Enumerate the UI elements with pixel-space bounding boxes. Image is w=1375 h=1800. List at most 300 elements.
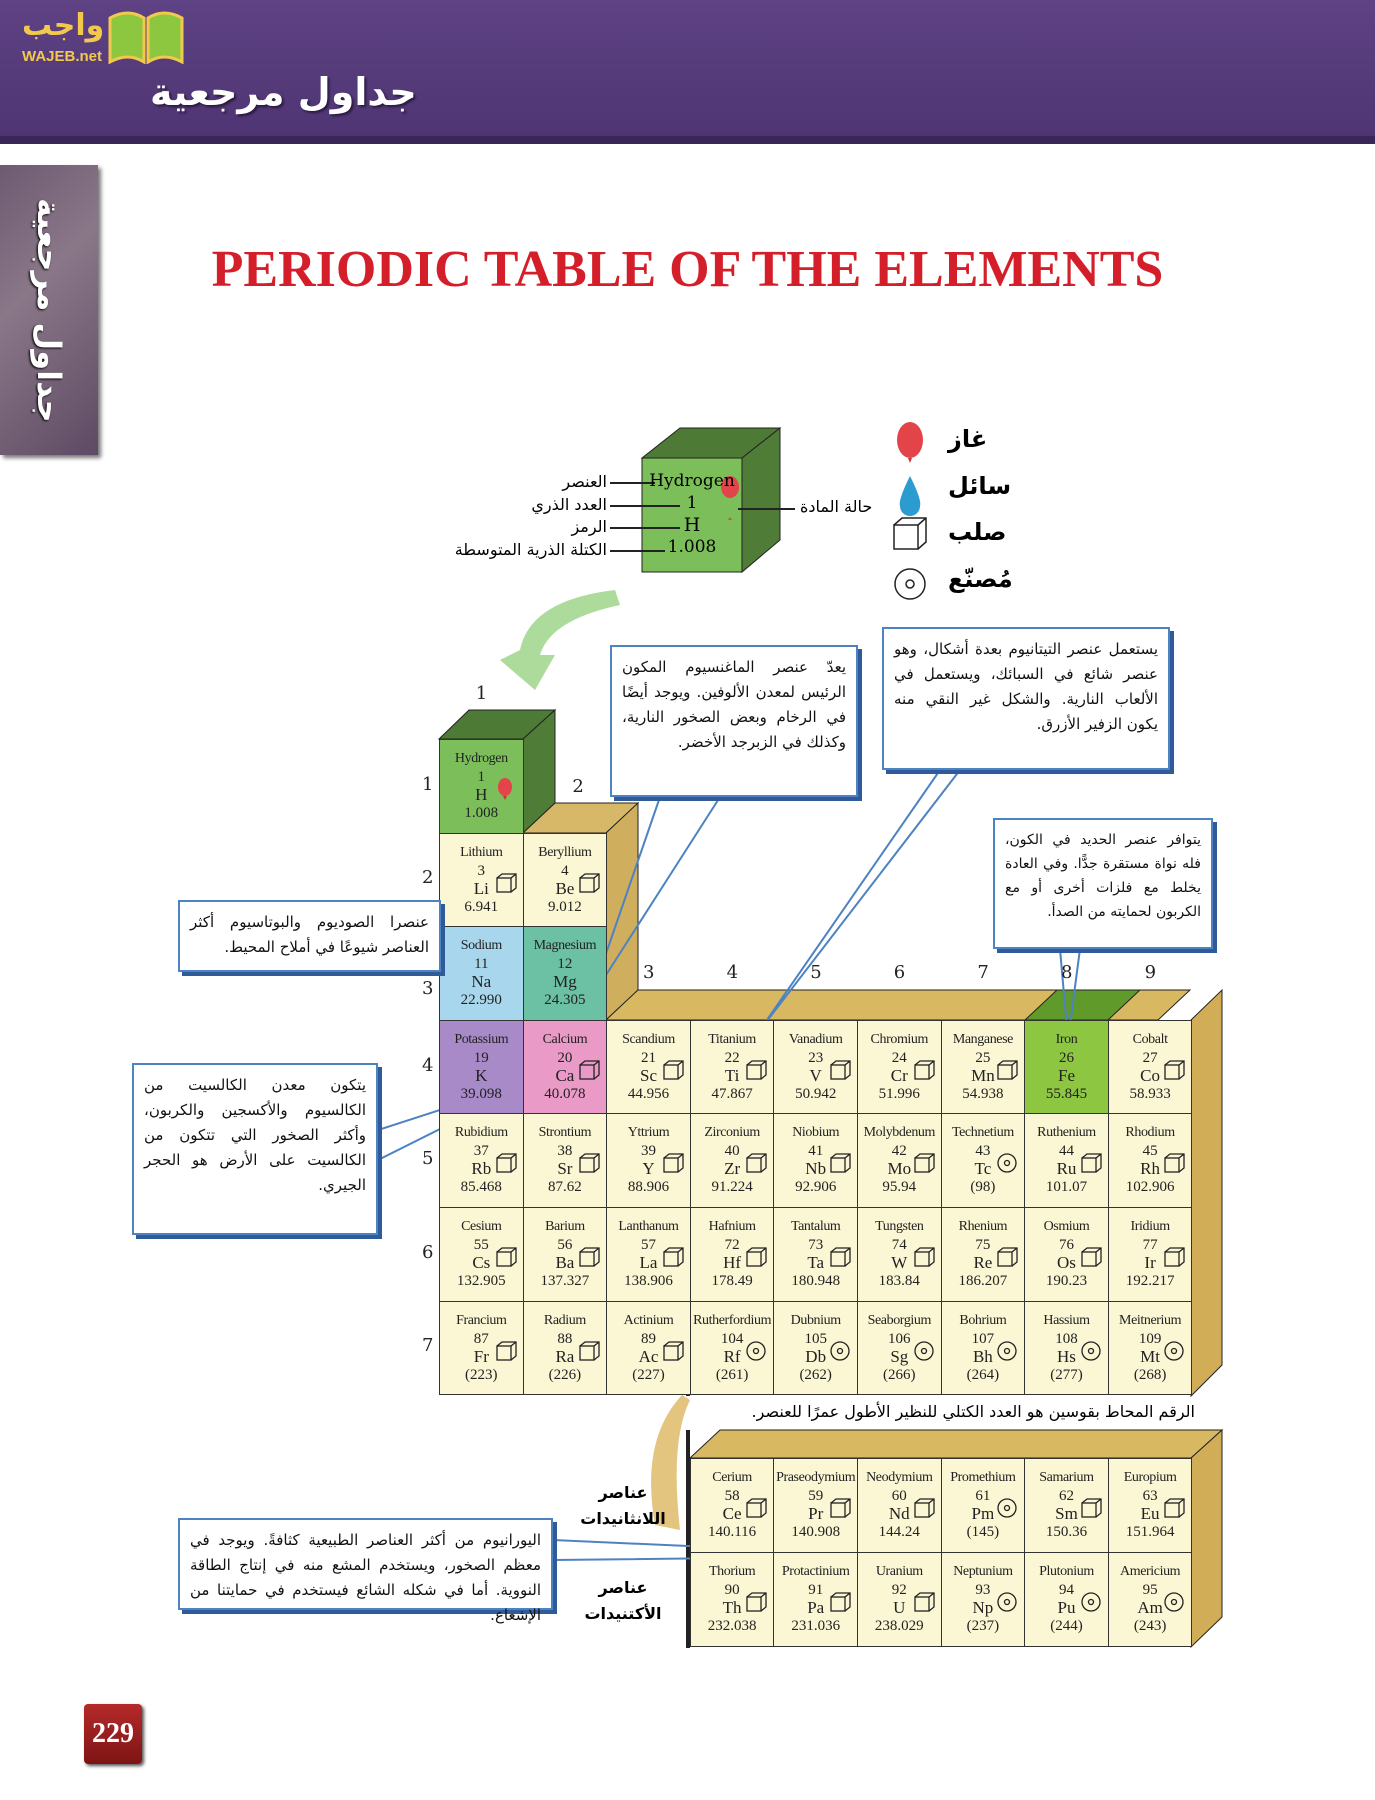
element-symbol: Am — [1137, 1598, 1163, 1617]
synthetic-icon — [996, 1591, 1018, 1613]
solid-icon — [829, 1591, 851, 1613]
gas-state-icon — [495, 778, 515, 800]
solid-state-icon — [745, 1591, 765, 1613]
callout-iron: يتوافر عنصر الحديد في الكون، فله نواة مستقرة جدًّا. وفي العادة يخلط مع فلزات أخرى أو مع الكربون لحمايته من الصدأ. — [993, 818, 1213, 949]
element-name: Dubnium — [790, 1312, 841, 1328]
element-symbol: Mn — [971, 1065, 995, 1085]
element-symbol: Bh — [972, 1346, 993, 1366]
atomic-number: 57 — [640, 1237, 656, 1253]
side-tab: جداول مرجعية — [0, 165, 98, 455]
atomic-number: 95 — [1142, 1582, 1158, 1598]
actinides-label: عناصر الأكتنيدات — [584, 1578, 662, 1623]
atomic-number: 11 — [474, 956, 489, 973]
solid-icon — [1080, 1246, 1102, 1268]
element-symbol: Na — [471, 972, 492, 992]
atomic-mass: 190.23 — [1045, 1273, 1088, 1289]
solid-icon — [996, 1059, 1018, 1081]
element-symbol: Cr — [890, 1065, 908, 1085]
solid-icon — [913, 1059, 935, 1081]
element-name: Magnesium — [533, 938, 597, 954]
atomic-mass: (262) — [799, 1366, 832, 1383]
solid-icon — [829, 1497, 851, 1519]
atomic-mass: 24.305 — [544, 992, 586, 1009]
atomic-mass: (145) — [966, 1524, 1000, 1540]
element-name: Hafnium — [708, 1219, 756, 1234]
solid-state-icon — [829, 1152, 849, 1174]
solid-state-icon — [578, 872, 598, 894]
synthetic-state-icon — [996, 1591, 1016, 1613]
atomic-mass: 54.938 — [962, 1085, 1004, 1102]
atomic-mass: 50.942 — [795, 1085, 837, 1102]
element-name: Rhodium — [1125, 1125, 1175, 1141]
synthetic-icon — [1080, 1591, 1102, 1613]
synthetic-icon — [913, 1340, 935, 1362]
element-symbol: Pa — [807, 1598, 825, 1617]
element-name: Hassium — [1043, 1312, 1090, 1328]
atomic-mass: (266) — [883, 1366, 916, 1383]
atomic-mass: 91.224 — [711, 1179, 753, 1196]
element-name: Scandium — [622, 1031, 675, 1047]
solid-state-icon — [1080, 1246, 1100, 1268]
element-name: Uranium — [875, 1564, 923, 1579]
element-symbol: Ba — [555, 1253, 575, 1272]
period-number: 2 — [422, 867, 434, 889]
solid-icon — [1080, 1152, 1102, 1174]
group-number: 9 — [1144, 962, 1157, 983]
element-symbol: W — [891, 1253, 908, 1272]
atomic-mass: 102.906 — [1125, 1179, 1175, 1196]
atomic-number: 108 — [1055, 1330, 1078, 1347]
element-cell-magnesium — [523, 926, 608, 1021]
atomic-number: 44 — [1058, 1143, 1074, 1160]
element-symbol: Nb — [805, 1159, 827, 1179]
element-name: Samarium — [1039, 1470, 1094, 1485]
element-symbol: Ce — [722, 1504, 742, 1523]
atomic-number: 104 — [720, 1330, 744, 1347]
group-number: 3 — [643, 962, 655, 983]
state-label-gas: غاز — [948, 425, 988, 453]
solid-icon — [578, 872, 600, 894]
solid-state-icon — [662, 1246, 682, 1268]
element-symbol: Ra — [555, 1346, 575, 1366]
atomic-mass: 22.990 — [460, 992, 502, 1009]
header-title: جداول مرجعية — [150, 70, 417, 114]
solid-state-icon — [662, 1340, 682, 1362]
solid-state-icon — [996, 1059, 1016, 1081]
atomic-mass: (264) — [966, 1366, 1000, 1383]
element-name: Manganese — [952, 1031, 1013, 1047]
solid-icon — [913, 1497, 935, 1519]
solid-state-icon — [1163, 1059, 1183, 1081]
solid-state-icon — [745, 1059, 765, 1081]
solid-icon — [1080, 1497, 1102, 1519]
atomic-number: 24 — [891, 1049, 907, 1066]
atomic-number: 19 — [473, 1049, 489, 1066]
atomic-mass: (237) — [966, 1618, 1000, 1634]
atomic-mass: 192.217 — [1125, 1273, 1175, 1289]
solid-state-icon — [578, 1246, 598, 1268]
element-symbol: Rh — [1140, 1159, 1161, 1179]
solid-icon — [829, 1246, 851, 1268]
page-title: PERIODIC TABLE OF THE ELEMENTS — [211, 241, 1164, 298]
element-cell-rhodium — [1108, 1113, 1193, 1208]
element-symbol: La — [639, 1253, 658, 1272]
solid-icon — [829, 1152, 851, 1174]
atomic-mass: 150.36 — [1045, 1524, 1088, 1540]
element-name: Rutherfordium — [693, 1312, 772, 1328]
synthetic-icon — [745, 1340, 767, 1362]
element-symbol: Pm — [971, 1504, 995, 1523]
atomic-mass: 238.029 — [874, 1618, 924, 1634]
atomic-mass: (226) — [548, 1366, 582, 1383]
element-name: Tantalum — [790, 1219, 841, 1234]
element-name: Rubidium — [454, 1125, 508, 1141]
element-symbol: Sg — [890, 1346, 909, 1366]
element-name: Chromium — [870, 1031, 929, 1047]
group-number: 7 — [977, 962, 989, 983]
solid-icon — [745, 1591, 767, 1613]
atomic-mass: 186.207 — [958, 1273, 1008, 1289]
solid-icon — [745, 1152, 767, 1174]
element-cell-hydrogen — [439, 739, 524, 834]
solid-icon — [1163, 1152, 1185, 1174]
synthetic-icon — [996, 1340, 1018, 1362]
atomic-mass: (227) — [632, 1366, 665, 1383]
atomic-number: 38 — [557, 1143, 573, 1160]
period-number: 7 — [422, 1335, 434, 1357]
element-symbol: Pr — [808, 1504, 824, 1523]
solid-icon — [578, 1246, 600, 1268]
atomic-number: 62 — [1058, 1488, 1074, 1504]
group-number: 4 — [726, 962, 739, 983]
solid-state-icon — [829, 1497, 849, 1519]
atomic-mass: (277) — [1050, 1366, 1083, 1383]
element-symbol: Nd — [888, 1504, 910, 1523]
solid-icon — [745, 1497, 767, 1519]
atomic-number: 56 — [557, 1237, 573, 1253]
solid-state-icon — [495, 1246, 515, 1268]
solid-state-icon — [578, 1340, 598, 1362]
atomic-mass: 6.941 — [464, 898, 499, 915]
element-symbol: Eu — [1140, 1504, 1160, 1523]
element-name: Iron — [1055, 1031, 1078, 1047]
atomic-mass: 140.116 — [707, 1524, 757, 1540]
synthetic-icon — [1163, 1340, 1185, 1362]
atomic-number: 21 — [640, 1049, 656, 1066]
element-symbol: Sm — [1055, 1504, 1078, 1523]
element-symbol: Ta — [807, 1253, 825, 1272]
atomic-number: 107 — [971, 1330, 995, 1347]
atomic-mass: 101.07 — [1045, 1179, 1088, 1196]
atomic-number: 1 — [477, 769, 486, 785]
atomic-mass: 178.49 — [711, 1273, 753, 1289]
solid-state-icon — [1080, 1152, 1100, 1174]
atomic-mass: 95.94 — [882, 1179, 917, 1196]
atomic-number: 87 — [473, 1330, 489, 1347]
element-symbol: Ac — [638, 1346, 659, 1366]
element-name: Tungsten — [875, 1219, 924, 1234]
leader-atomic-mass: الكتلة الذرية المتوسطة — [454, 540, 607, 559]
solid-state-icon — [913, 1497, 933, 1519]
atomic-number: 73 — [808, 1237, 824, 1253]
solid-icon — [1163, 1497, 1185, 1519]
element-name: Francium — [456, 1312, 507, 1328]
solid-icon — [578, 1059, 600, 1081]
element-name: Calcium — [542, 1031, 588, 1047]
element-symbol: Sc — [639, 1065, 657, 1085]
element-name: Plutonium — [1039, 1564, 1094, 1579]
solid-state-icon — [662, 1059, 682, 1081]
callout-titanium: يستعمل عنصر التيتانيوم بعدة أشكال، وهو عنصر شائع في السبائك، ويستعمل في الألعاب النارية. والشكل غير النقي منه يكون الزفير الأزرق. — [882, 627, 1170, 770]
atomic-number: 4 — [561, 862, 569, 879]
element-name: Technetium — [951, 1125, 1014, 1141]
synthetic-icon — [829, 1340, 851, 1362]
synthetic-state-icon — [829, 1340, 849, 1362]
atomic-number: 75 — [975, 1237, 991, 1253]
leader-atomic-number: العدد الذري — [531, 495, 607, 514]
atomic-mass: (243) — [1133, 1618, 1167, 1634]
group-number: 1 — [475, 683, 488, 704]
element-symbol: Ca — [555, 1065, 575, 1085]
atomic-number: 43 — [975, 1143, 991, 1160]
element-name: Thorium — [708, 1564, 756, 1579]
element-name: Americium — [1120, 1564, 1181, 1579]
element-name: Meitnerium — [1119, 1312, 1182, 1328]
element-symbol: Sr — [557, 1159, 573, 1179]
solid-state-icon — [495, 872, 515, 894]
atomic-number: 105 — [804, 1330, 827, 1347]
atomic-number: 22 — [724, 1049, 740, 1066]
element-cell-cobalt — [1108, 1020, 1193, 1115]
element-name: Vanadium — [788, 1031, 843, 1047]
solid-state-icon — [745, 1497, 765, 1519]
element-name: Strontium — [538, 1125, 592, 1141]
atomic-number: 59 — [808, 1488, 824, 1504]
callout-uranium: اليورانيوم من أكثر العناصر الطبيعية كثافةً. ويوجد في معظم الصخور، ويستخدم المشع منه في إنتاج الطاقة النووية. أما في شكله الشائع فيستخدم في حمايتنا من الإشعاع. — [178, 1518, 553, 1610]
element-symbol: Db — [805, 1346, 827, 1366]
callout-calcium: يتكون معدن الكالسيت من الكالسيوم والأكسجين والكربون، وأكثر الصخور التي تتكون من الكالسيت على الأرض هو الحجر الجيري. — [132, 1063, 378, 1235]
atomic-number: 3 — [477, 862, 486, 879]
solid-state-icon — [913, 1591, 933, 1613]
solid-icon — [578, 1152, 600, 1174]
synthetic-state-icon — [996, 1152, 1016, 1174]
element-name: Yttrium — [627, 1125, 670, 1141]
element-name: Bohrium — [959, 1312, 1007, 1328]
solid-state-icon — [829, 1246, 849, 1268]
lanthanides-label: عناصر اللانثانيدات — [580, 1483, 666, 1528]
element-cell-beryllium — [523, 833, 608, 928]
solid-state-icon — [913, 1059, 933, 1081]
atomic-number: 93 — [975, 1582, 991, 1598]
period-number: 4 — [422, 1054, 434, 1076]
group-number: 6 — [893, 962, 906, 983]
element-symbol: Zr — [724, 1159, 741, 1179]
atomic-number: 72 — [724, 1237, 740, 1253]
element-cell-meitnerium — [1108, 1301, 1193, 1396]
atomic-number: 91 — [808, 1582, 824, 1598]
element-symbol: Ru — [1056, 1159, 1077, 1179]
element-name: Titanium — [708, 1031, 756, 1047]
atomic-mass: 87.62 — [548, 1179, 582, 1196]
solid-state-icon — [495, 1340, 515, 1362]
element-name: Zirconium — [704, 1125, 760, 1141]
element-symbol: Th — [722, 1598, 742, 1617]
element-symbol: Fr — [473, 1346, 489, 1366]
solid-state-icon — [1163, 1497, 1183, 1519]
element-name: Beryllium — [538, 844, 592, 860]
atomic-mass: 144.24 — [878, 1524, 920, 1540]
element-symbol: Rb — [471, 1159, 492, 1179]
solid-icon — [662, 1340, 684, 1362]
solid-state-icon — [913, 1246, 933, 1268]
leader-state: حالة المادة — [800, 497, 873, 516]
element-cell-europium — [1108, 1458, 1193, 1553]
element-symbol: Fe — [1057, 1065, 1075, 1085]
wajeb-logo: واجب WAJEB.net — [10, 6, 190, 66]
solid-state-icon — [1080, 1497, 1100, 1519]
element-name: Niobium — [792, 1125, 840, 1141]
atomic-mass: 140.908 — [791, 1524, 841, 1540]
element-name: Neodymium — [866, 1470, 933, 1485]
element-symbol: Li — [473, 878, 489, 898]
solid-state-icon — [745, 1152, 765, 1174]
atomic-mass: 88.906 — [627, 1179, 670, 1196]
element-symbol: Mg — [553, 972, 577, 992]
element-symbol: Ir — [1144, 1253, 1156, 1272]
element-cell-iridium — [1108, 1207, 1193, 1302]
synthetic-state-icon — [1163, 1340, 1183, 1362]
atomic-mass: 180.948 — [791, 1273, 841, 1289]
atomic-number: 89 — [640, 1330, 656, 1347]
atomic-mass: (98) — [970, 1179, 996, 1196]
period-number: 6 — [422, 1241, 434, 1263]
element-name: Barium — [545, 1219, 585, 1234]
atomic-mass: (223) — [465, 1366, 498, 1383]
element-name: Osmium — [1043, 1219, 1090, 1234]
solid-icon — [913, 1591, 935, 1613]
element-name: Hydrogen — [454, 751, 508, 766]
element-cell-americium — [1108, 1552, 1193, 1647]
solid-icon — [1163, 1246, 1185, 1268]
solid-icon — [662, 1059, 684, 1081]
solid-icon — [495, 1152, 517, 1174]
synthetic-state-icon — [1080, 1340, 1100, 1362]
state-label-liquid: سائل — [948, 472, 1012, 500]
synthetic-icon — [1080, 1340, 1102, 1362]
callout-sodium-potassium: عنصرا الصوديوم والبوتاسيوم أكثر العناصر شيوعًا في أملاح المحيط. — [178, 900, 441, 972]
period-number: 1 — [422, 773, 434, 795]
synthetic-icon — [996, 1152, 1018, 1174]
atomic-mass: 40.078 — [544, 1085, 586, 1102]
leader-symbol: الرمز — [571, 517, 607, 536]
atomic-number: 12 — [557, 956, 573, 973]
element-name: Cesium — [461, 1219, 502, 1234]
solid-state-icon — [578, 1059, 598, 1081]
atomic-number: 45 — [1142, 1143, 1158, 1160]
element-name: Rhenium — [958, 1219, 1008, 1234]
group-number: 2 — [572, 776, 584, 797]
atomic-mass: (268) — [1133, 1366, 1167, 1383]
solid-icon — [913, 1246, 935, 1268]
atomic-mass: 85.468 — [460, 1179, 502, 1196]
atomic-number: 94 — [1058, 1582, 1074, 1598]
element-symbol: H — [475, 785, 488, 804]
atomic-mass: 44.956 — [627, 1085, 670, 1102]
solid-state-icon — [996, 1246, 1016, 1268]
element-name: Seaborgium — [867, 1312, 931, 1328]
atomic-number: 26 — [1058, 1049, 1074, 1066]
element-name: Lithium — [460, 844, 503, 860]
atomic-mass: 132.905 — [456, 1273, 506, 1289]
solid-icon — [578, 1340, 600, 1362]
atomic-number: 63 — [1142, 1488, 1158, 1504]
element-name: Praseodymium — [776, 1470, 856, 1485]
atomic-mass: 1.008 — [464, 805, 499, 821]
synthetic-state-icon — [745, 1340, 765, 1362]
element-symbol: Mt — [1140, 1346, 1161, 1366]
synthetic-icon — [996, 1497, 1018, 1519]
atomic-mass: 58.933 — [1129, 1085, 1171, 1102]
element-name: Ruthenium — [1037, 1125, 1096, 1141]
callout-magnesium: يعدّ عنصر الماغنسيوم المكون الرئيس لمعدن الألوفين. ويوجد أيضًا في الرخام وبعض الصخور النارية، وكذلك في الزبرجد الأخضر. — [610, 645, 858, 797]
element-symbol: U — [893, 1598, 906, 1617]
atomic-mass: 51.996 — [878, 1085, 920, 1102]
element-name: Lanthanum — [618, 1219, 679, 1234]
synthetic-state-icon — [996, 1340, 1016, 1362]
solid-state-icon — [829, 1591, 849, 1613]
atomic-mass: 39.098 — [460, 1085, 502, 1102]
element-name: Radium — [543, 1312, 586, 1328]
atomic-number: 37 — [473, 1143, 489, 1160]
synthetic-state-icon — [913, 1340, 933, 1362]
group-number: 8 — [1061, 962, 1073, 983]
atomic-number: 109 — [1138, 1330, 1162, 1347]
element-symbol: Hs — [1057, 1346, 1076, 1366]
atomic-number: 40 — [724, 1143, 740, 1160]
element-symbol: Os — [1057, 1253, 1076, 1272]
solid-icon — [495, 1340, 517, 1362]
element-symbol: V — [809, 1065, 822, 1085]
element-name: Promethium — [950, 1470, 1016, 1485]
element-symbol: Rf — [723, 1346, 741, 1366]
atomic-number: 60 — [891, 1488, 907, 1504]
solid-icon — [495, 872, 517, 894]
atomic-mass: 47.867 — [711, 1085, 753, 1102]
solid-icon — [745, 1059, 767, 1081]
atomic-number: 27 — [1142, 1049, 1158, 1066]
solid-icon — [495, 1246, 517, 1268]
element-symbol: Tc — [974, 1159, 992, 1179]
synthetic-state-icon — [1080, 1591, 1100, 1613]
atomic-mass: 232.038 — [707, 1618, 757, 1634]
atomic-mass: 231.036 — [791, 1618, 841, 1634]
element-symbol: Be — [555, 878, 575, 898]
solid-icon — [1163, 1059, 1185, 1081]
solid-state-icon — [495, 1152, 515, 1174]
element-name: Potassium — [454, 1031, 509, 1047]
solid-state-icon — [662, 1152, 682, 1174]
atomic-mass: (244) — [1050, 1618, 1083, 1634]
solid-icon — [662, 1152, 684, 1174]
atomic-mass: 92.906 — [795, 1179, 837, 1196]
element-name: Neptunium — [953, 1564, 1013, 1579]
state-label-solid: صلب — [948, 518, 1007, 546]
atomic-mass: (261) — [715, 1366, 749, 1383]
atomic-number: 90 — [724, 1582, 740, 1598]
element-symbol: Hf — [723, 1253, 742, 1272]
solid-icon — [996, 1246, 1018, 1268]
atomic-number: 23 — [808, 1049, 824, 1066]
